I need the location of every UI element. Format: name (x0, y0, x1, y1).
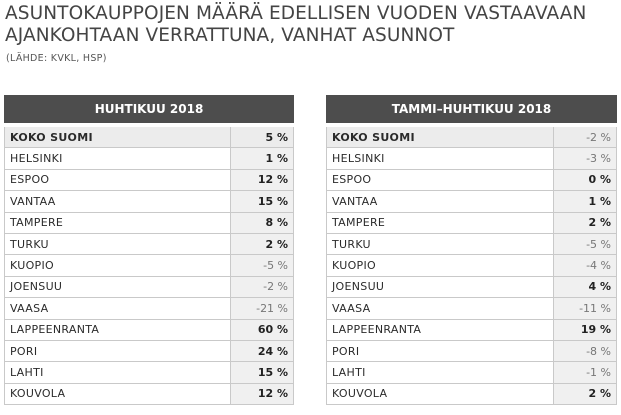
value-cell: -1 % (554, 362, 617, 383)
value-cell: -4 % (554, 255, 617, 276)
table-row (327, 212, 617, 233)
city-cell: HELSINKI (327, 148, 554, 169)
table-tammi-huhtikuu (326, 95, 617, 405)
value-cell: 2 % (231, 233, 294, 254)
value-cell: 60 % (231, 319, 294, 340)
value-cell: 2 % (554, 383, 617, 404)
value-cell: -2 % (554, 127, 617, 148)
chart-title (5, 3, 615, 47)
city-cell: LAPPEENRANTA (327, 319, 554, 340)
value-cell: -5 % (554, 233, 617, 254)
city-cell: TAMPERE (5, 212, 231, 233)
city-cell: TURKU (5, 233, 231, 254)
table-huhtikuu (4, 95, 294, 405)
city-cell: PORI (5, 340, 231, 361)
table-row (5, 298, 294, 319)
title-line-1: ASUNTOKAUPPOJEN MÄÄRÄ EDELLISEN VUODEN VASTAAVAAN (5, 3, 587, 24)
value-cell: 12 % (231, 383, 294, 404)
table-row (5, 127, 294, 148)
city-cell: LAHTI (327, 362, 554, 383)
city-cell: KOUVOLA (327, 383, 554, 404)
table-header-tammi-huhtikuu: TAMMI–HUHTIKUU 2018 (327, 96, 617, 123)
table-row (327, 233, 617, 254)
table-row (5, 212, 294, 233)
value-cell: -21 % (231, 298, 294, 319)
table-row (5, 233, 294, 254)
value-cell: -3 % (554, 148, 617, 169)
table-row (327, 191, 617, 212)
table-header-huhtikuu: HUHTIKUU 2018 (5, 96, 294, 123)
value-cell: 4 % (554, 276, 617, 297)
table-row (5, 148, 294, 169)
table-row (327, 362, 617, 383)
table-row (5, 191, 294, 212)
city-cell: ESPOO (327, 169, 554, 190)
city-cell: TAMPERE (327, 212, 554, 233)
value-cell: 5 % (231, 127, 294, 148)
value-cell: 15 % (231, 362, 294, 383)
source-note: (LÄHDE: KVKL, HSP) (6, 53, 107, 64)
table-row (5, 255, 294, 276)
table-row (327, 383, 617, 404)
city-cell: KOKO SUOMI (327, 127, 554, 148)
table-body-huhtikuu (5, 123, 294, 405)
table-body-tammi-huhtikuu (327, 123, 617, 405)
value-cell: -8 % (554, 340, 617, 361)
city-cell: KUOPIO (327, 255, 554, 276)
city-cell: KOUVOLA (5, 383, 231, 404)
value-cell: 12 % (231, 169, 294, 190)
value-cell: -5 % (231, 255, 294, 276)
value-cell: -2 % (231, 276, 294, 297)
city-cell: HELSINKI (5, 148, 231, 169)
table-row (5, 319, 294, 340)
value-cell: -11 % (554, 298, 617, 319)
table-row (5, 169, 294, 190)
city-cell: LAHTI (5, 362, 231, 383)
city-cell: ESPOO (5, 169, 231, 190)
value-cell: 1 % (554, 191, 617, 212)
table-row (327, 148, 617, 169)
table-row (5, 362, 294, 383)
city-cell: KOKO SUOMI (5, 127, 231, 148)
city-cell: VAASA (327, 298, 554, 319)
city-cell: PORI (327, 340, 554, 361)
table-row (327, 319, 617, 340)
table-row (327, 298, 617, 319)
city-cell: VAASA (5, 298, 231, 319)
table-row (5, 383, 294, 404)
value-cell: 15 % (231, 191, 294, 212)
table-row (327, 340, 617, 361)
table-row (327, 169, 617, 190)
city-cell: VANTAA (5, 191, 231, 212)
value-cell: 1 % (231, 148, 294, 169)
table-row (327, 127, 617, 148)
city-cell: TURKU (327, 233, 554, 254)
value-cell: 24 % (231, 340, 294, 361)
table-row (327, 276, 617, 297)
table-row (5, 340, 294, 361)
title-line-2: AJANKOHTAAN VERRATTUNA, VANHAT ASUNNOT (5, 25, 455, 46)
value-cell: 2 % (554, 212, 617, 233)
value-cell: 0 % (554, 169, 617, 190)
city-cell: KUOPIO (5, 255, 231, 276)
table-row (5, 276, 294, 297)
value-cell: 8 % (231, 212, 294, 233)
city-cell: JOENSUU (5, 276, 231, 297)
city-cell: LAPPEENRANTA (5, 319, 231, 340)
value-cell: 19 % (554, 319, 617, 340)
table-row (327, 255, 617, 276)
city-cell: VANTAA (327, 191, 554, 212)
city-cell: JOENSUU (327, 276, 554, 297)
